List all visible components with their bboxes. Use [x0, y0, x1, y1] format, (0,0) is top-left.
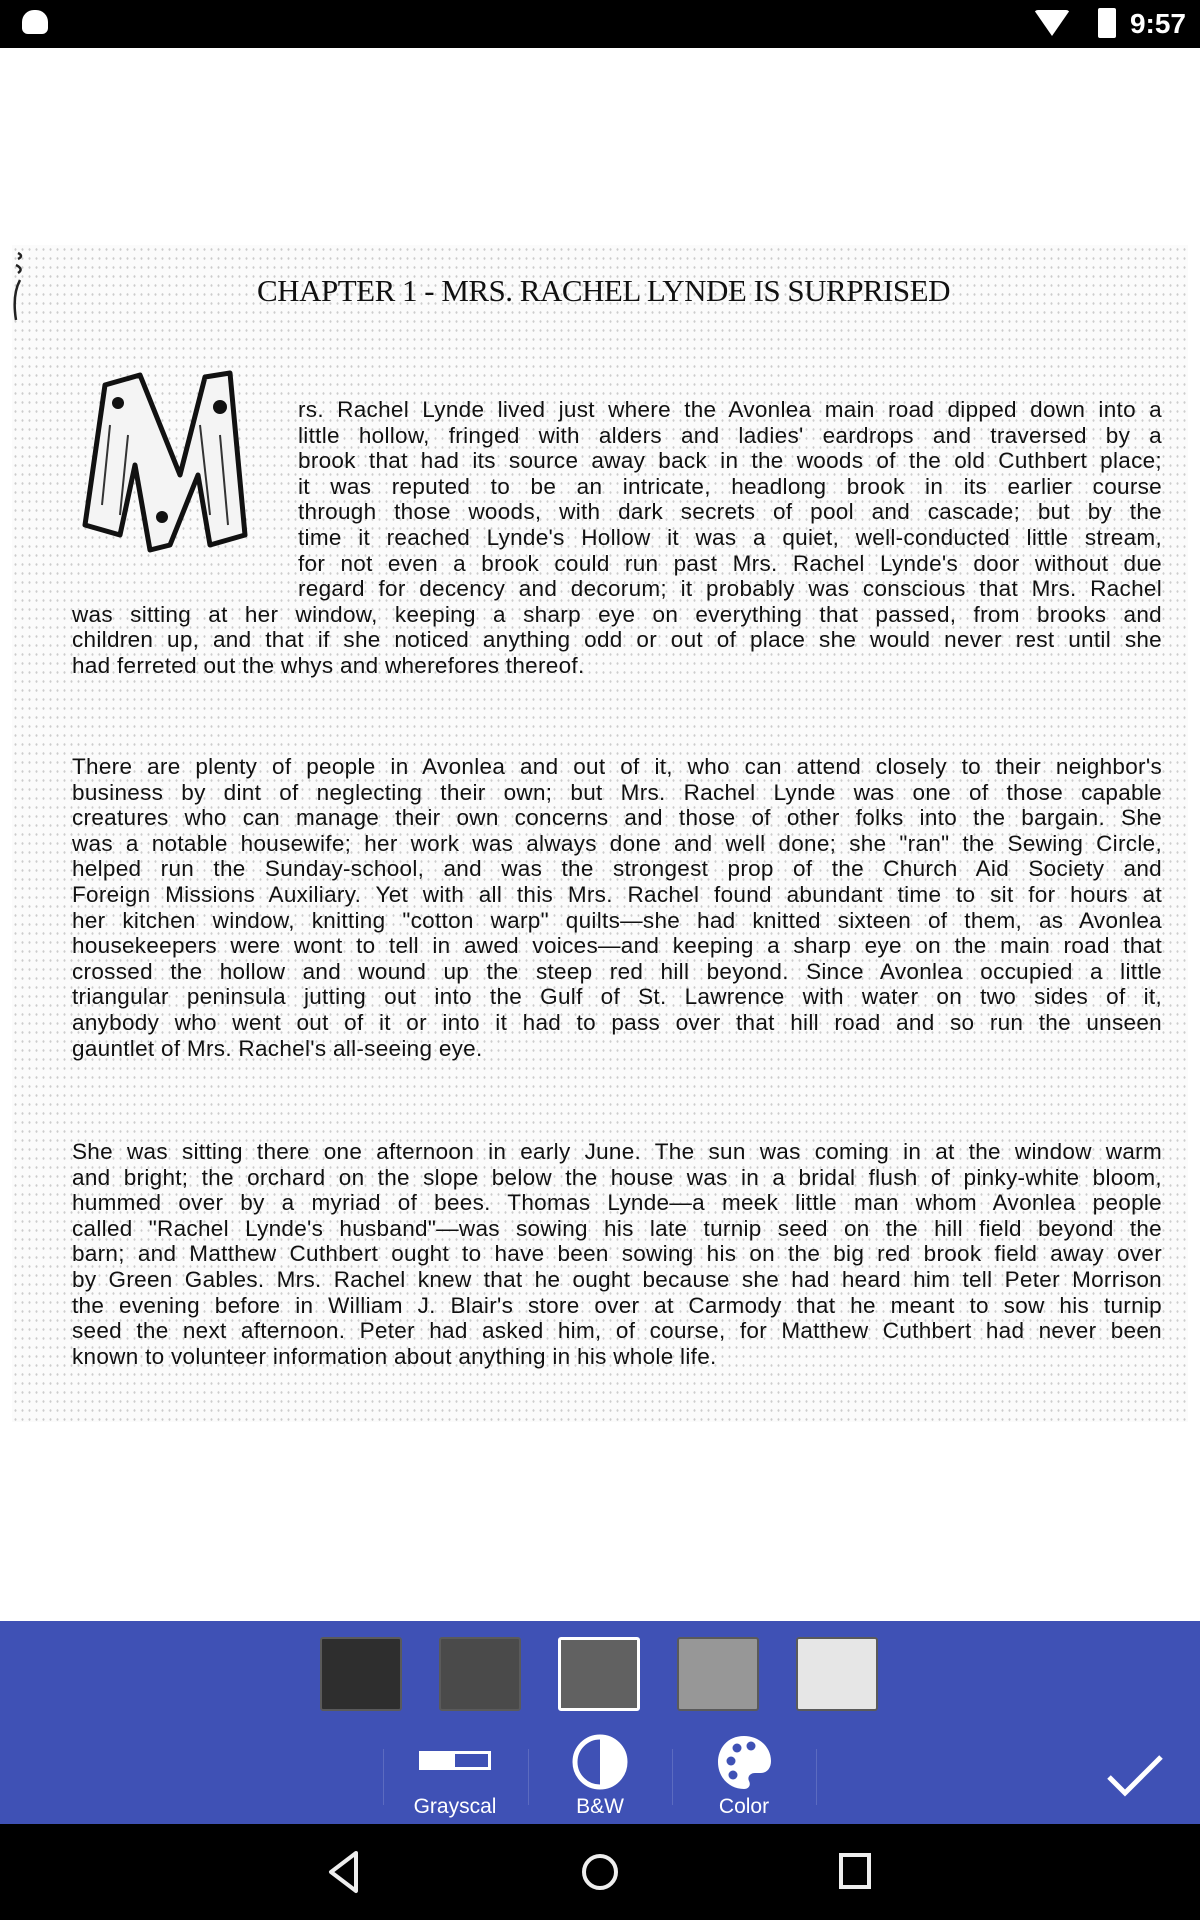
text-line: by Green Gables. Mrs. Rachel knew that he ought because she had heard him tell Peter Morrison [72, 1267, 1162, 1292]
text-line: housekeepers were wont to tell in awed voices—and keeping a sharp eye on the main road that [72, 933, 1162, 959]
text-line: and bright; the orchard on the slope below the house was in a bridal flush of pinky-white bloom, [72, 1164, 1162, 1190]
recents-icon[interactable] [838, 1850, 872, 1894]
color-mode-button[interactable] [684, 1733, 804, 1823]
divider [528, 1749, 529, 1805]
bw-label: B&W [576, 1795, 624, 1818]
text-line: crossed the hollow and wound up the steep red hill beyond. Since Avonlea occupied a little [72, 958, 1162, 984]
back-icon[interactable] [326, 1850, 360, 1894]
divider [383, 1749, 384, 1805]
text-line: gauntlet of Mrs. Rachel's all-seeing eye. [72, 1035, 483, 1061]
home-icon[interactable] [580, 1850, 620, 1894]
text-line: little hollow, fringed with alders and ladies' eardrops and traversed by a [298, 422, 1162, 448]
shade-swatch-1[interactable] [320, 1637, 402, 1711]
text-line: was sitting at her window, keeping a sharp eye on everything that passed, from brooks and [72, 601, 1162, 627]
text-line: barn; and Matthew Cuthbert ought to have been sowing his on the big red brook field away over [72, 1241, 1162, 1267]
text-line: for not even a brook could run past Mrs. Rachel Lynde's door without due [298, 550, 1162, 576]
text-line: through those woods, with dark secrets of pool and cascade; but by the [298, 499, 1162, 525]
text-line: rs. Rachel Lynde lived just where the Avonlea main road dipped down into a [298, 397, 1162, 422]
shade-swatch-3[interactable] [558, 1637, 640, 1711]
text-line: was a notable housewife; her work was always done and well done; she "ran" the Sewing Circle, [72, 830, 1162, 856]
text-line: seed the next afternoon. Peter had asked him, of course, for Matthew Cuthbert had never been [72, 1318, 1162, 1344]
text-line: the evening before in William J. Blair's store over at Carmody that he meant to sow his turnip [72, 1292, 1162, 1318]
grayscale-mode-button[interactable] [395, 1733, 515, 1823]
grayscale-slider-icon [419, 1751, 491, 1771]
navigation-bar [0, 1824, 1200, 1920]
text-line: triangular peninsula jutting out into the Gulf of St. Lawrence with water on two sides of it, [72, 984, 1162, 1010]
text-line: helped run the Sunday-school, and was the strongest prop of the Church Aid Society and [72, 856, 1162, 882]
text-line: her kitchen window, knitting "cotton warp" quilts—she had knitted sixteen of them, as Avonlea [72, 907, 1162, 933]
page-edge-marks [12, 245, 32, 345]
text-line: children up, and that if she noticed anything odd or out of place she would never rest until she [72, 627, 1162, 653]
status-bar [0, 0, 1200, 48]
text-line: creatures who can manage their own concerns and those of other folks into the bargain. She [72, 805, 1162, 831]
bw-mode-button[interactable] [540, 1733, 660, 1823]
divider [672, 1749, 673, 1805]
android-notification-icon [22, 10, 48, 34]
color-label: Color [718, 1795, 770, 1818]
text-line: called "Rachel Lynde's husband"—was sowing his late turnip seed on the hill field beyond the [72, 1215, 1162, 1241]
shade-swatch-2[interactable] [439, 1637, 521, 1711]
text-line: There are plenty of people in Avonlea and out of it, who can attend closely to their neighbor's [72, 754, 1162, 779]
shade-swatch-5[interactable] [796, 1637, 878, 1711]
scanned-page-preview [12, 245, 1188, 1422]
shade-swatch-4[interactable] [677, 1637, 759, 1711]
filter-toolbar [0, 1621, 1200, 1824]
text-line: She was sitting there one afternoon in early June. The sun was coming in at the window warm [72, 1139, 1162, 1164]
text-line: regard for decency and decorum; it probably was conscious that Mrs. Rachel [298, 576, 1162, 602]
text-line: business by dint of neglecting their own; but Mrs. Rachel Lynde was one of those capable [72, 779, 1162, 805]
text-line: known to volunteer information about anything in his whole life. [72, 1343, 717, 1369]
battery-charging-icon [1098, 8, 1116, 38]
text-line: brook that had its source away back in the woods of the old Cuthbert place; [298, 448, 1162, 474]
text-line: it was reputed to be an intricate, headlong brook in its earlier course [298, 473, 1162, 499]
divider [816, 1749, 817, 1805]
confirm-check-icon[interactable] [1105, 1751, 1165, 1801]
clock: 9:57 [1129, 8, 1186, 39]
text-line: Foreign Missions Auxiliary. Yet with all this Mrs. Rachel found abundant time to sit for hours at [72, 882, 1162, 907]
palette-icon [715, 1733, 773, 1791]
grayscale-label: Grayscal [413, 1795, 497, 1818]
text-line: had ferreted out the whys and wherefores thereof. [72, 653, 585, 678]
text-line: hummed over by a myriad of bees. Thomas Lynde—a meek little man whom Avonlea people [72, 1190, 1162, 1216]
drop-cap-m-illustration [80, 365, 260, 555]
chapter-title: CHAPTER 1 - MRS. RACHEL LYNDE IS SURPRISED [257, 273, 950, 308]
text-line: time it reached Lynde's Hollow it was a quiet, well-conducted little stream, [298, 525, 1162, 550]
wifi-icon [1034, 10, 1070, 36]
contrast-icon [571, 1733, 629, 1791]
text-line: anybody who went out of it or into it had to pass over that hill road and so run the unseen [72, 1010, 1162, 1035]
